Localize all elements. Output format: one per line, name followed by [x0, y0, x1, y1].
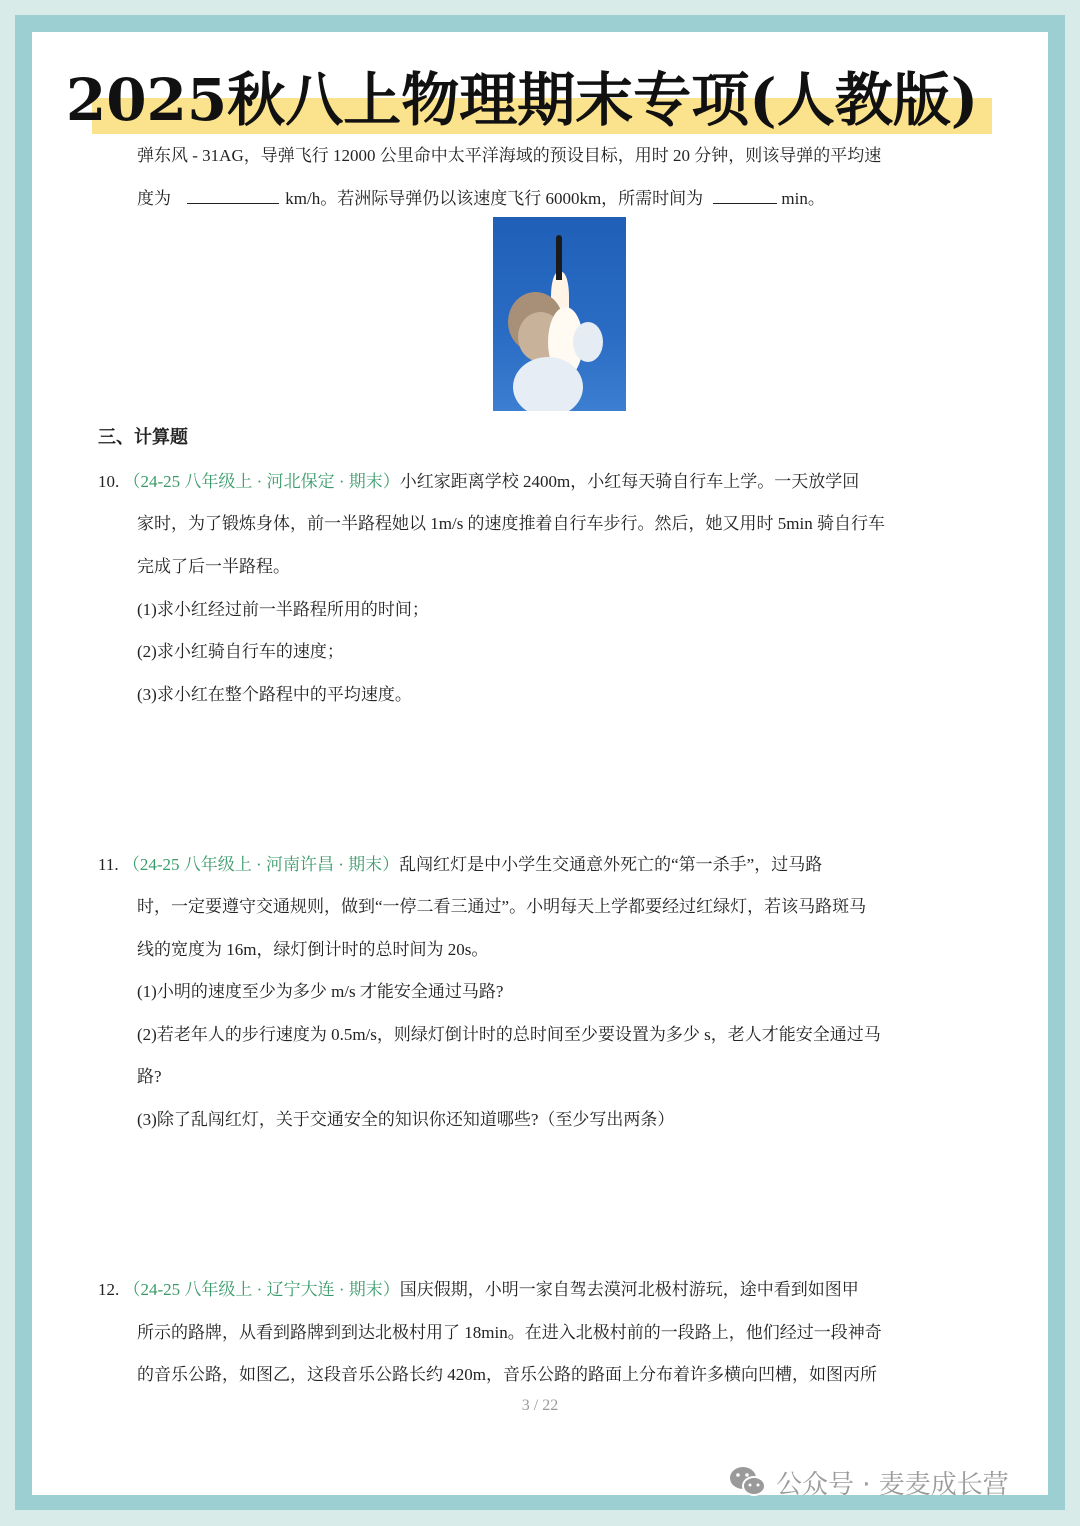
- section-heading: 三、计算题: [98, 427, 188, 448]
- question-10-line: [98, 467, 859, 492]
- answer-blank[interactable]: [713, 189, 777, 204]
- question-text-line: [137, 184, 825, 209]
- question-text-line: 家时，为了锻炼身体，前一半路程她以 1m/s 的速度推着自行车步行。然后，她又用时 5min 骑自行车: [137, 514, 886, 533]
- question-text: 小红家距离学校 2400m，小红每天骑自行车上学。一天放学回: [399, 472, 860, 491]
- question-source: （24-25 八年级上 · 河北保定 · 期末）: [123, 472, 400, 491]
- sub-question: (1)求小红经过前一半路程所用的时间；: [137, 600, 429, 619]
- question-text: 国庆假期，小明一家自驾去漠河北极村游玩，途中看到如图甲: [399, 1280, 859, 1299]
- text-segment: 度为: [137, 189, 171, 208]
- question-text-line: 线的宽度为 16m，绿灯倒计时的总时间为 20s。: [137, 940, 489, 959]
- question-text-line: 的音乐公路，如图乙，这段音乐公路长约 420m，音乐公路的路面上分布着许多横向凹槽，如图丙所: [137, 1365, 877, 1384]
- sub-question: (2)若老年人的步行速度为 0.5m/s，则绿灯倒计时的总时间至少要设置为多少 s，老人才能安全通过马: [137, 1025, 881, 1044]
- answer-blank[interactable]: [187, 189, 279, 204]
- text-segment: min。: [781, 189, 825, 208]
- watermark-text: 公众号 · 麦麦成长营: [776, 1469, 1009, 1500]
- page-title: 2025秋八上物理期末专项(人教版): [65, 66, 979, 134]
- question-number: 12.: [98, 1280, 120, 1299]
- question-number: 10.: [98, 472, 120, 491]
- question-text-line: 所示的路牌，从看到路牌到到达北极村用了 18min。在进入北极村前的一段路上，他们经过一段神奇: [137, 1323, 882, 1342]
- question-number: 11.: [98, 855, 119, 874]
- question-11-line: [98, 850, 822, 875]
- watermark: [728, 1462, 1009, 1502]
- title-banner: [62, 60, 982, 140]
- wechat-icon: [728, 1464, 768, 1500]
- sub-question: (3)除了乱闯红灯，关于交通安全的知识你还知道哪些?（至少写出两条）: [137, 1110, 675, 1129]
- question-text-line: 完成了后一半路程。: [137, 557, 290, 576]
- page-number: 3 / 22: [521, 1397, 559, 1414]
- question-text-line: 时，一定要遵守交通规则，做到“一停二看三通过”。小明每天上学都要经过红绿灯，若该马路斑马: [137, 897, 867, 916]
- missile-launch-photo: [493, 217, 626, 411]
- question-source: （24-25 八年级上 · 辽宁大连 · 期末）: [123, 1280, 400, 1299]
- sub-question: (3)求小红在整个路程中的平均速度。: [137, 685, 412, 704]
- sub-question: (2)求小红骑自行车的速度；: [137, 642, 344, 661]
- question-12-line: [98, 1275, 859, 1300]
- sub-question: (1)小明的速度至少为多少 m/s 才能安全通过马路?: [137, 982, 504, 1001]
- question-text-line: 弹东风 - 31AG，导弹飞行 12000 公里命中太平洋海域的预设目标，用时 20 分钟，则该导弹的平均速: [137, 146, 882, 165]
- question-text: 乱闯红灯是中小学生交通意外死亡的“第一杀手”，过马路: [399, 855, 823, 874]
- text-segment: km/h。若洲际导弹仍以该速度飞行 6000km，所需时间为: [285, 189, 704, 208]
- sub-question: 路?: [137, 1067, 162, 1086]
- question-source: （24-25 八年级上 · 河南许昌 · 期末）: [122, 855, 400, 874]
- missile-shape: [556, 235, 562, 280]
